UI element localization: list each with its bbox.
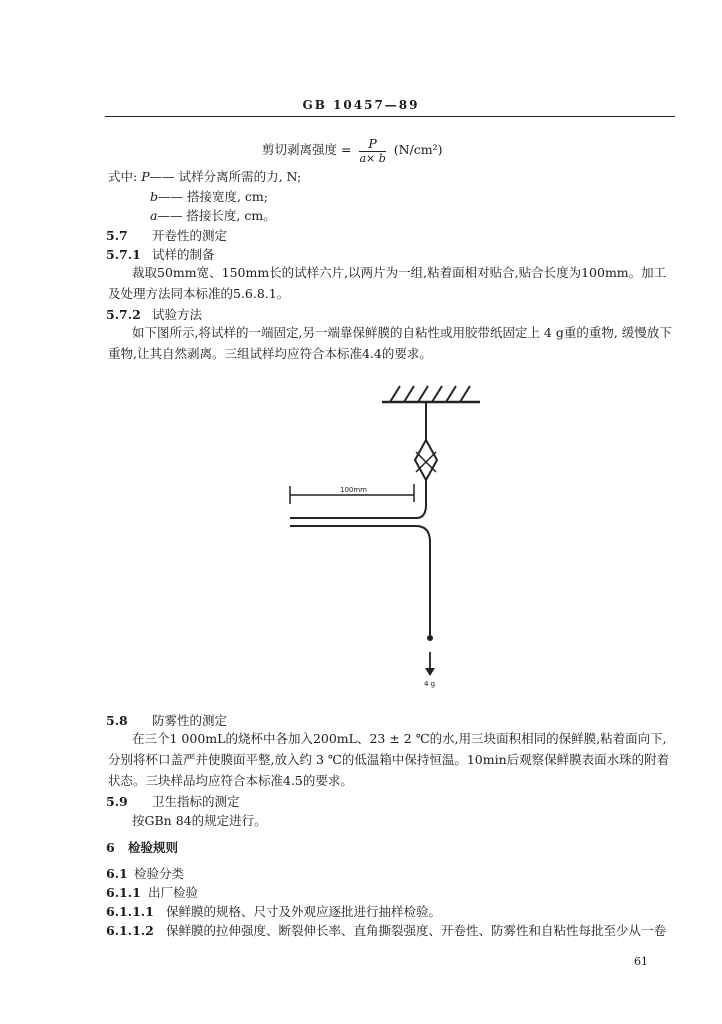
section-title: 检验分类 <box>134 866 185 881</box>
dimension-label: 100mm <box>340 486 367 494</box>
section-title: 开卷性的测定 <box>152 228 228 243</box>
section-number: 6.1.1.1 <box>106 904 154 919</box>
where-b-symbol: b <box>150 189 159 204</box>
section-title: 卫生指标的测定 <box>152 794 240 809</box>
where-p-symbol: P <box>141 169 150 184</box>
section-5-9-text: 按GBn 84的规定进行。 <box>132 813 267 828</box>
where-b-desc: —— 搭接宽度, cm; <box>158 189 269 204</box>
section-5-7-2-heading <box>106 305 202 323</box>
section-number: 5.9 <box>106 794 128 809</box>
section-5-8-heading <box>106 711 227 729</box>
section-number: 6.1 <box>106 866 128 881</box>
section-title: 试样的制备 <box>152 247 215 262</box>
formula-denominator: a× b <box>359 152 386 165</box>
section-6-1-1-2 <box>106 921 666 939</box>
section-5-8-text: 在三个1 000mL的烧杯中各加入200mL、23 ± 2 ℃的水,用三块面积相同的保鲜膜,粘着面向下,分别将杯口盖严并使膜面平整,放入约 3 ℃的低温箱中保持恒温。10min后观察保鲜膜表面水珠的附着状态。三块样品均应符合本标准4.5的要求。 <box>108 731 670 788</box>
section-6-1-heading <box>106 864 184 882</box>
where-a-symbol: a <box>150 208 158 223</box>
where-a-line <box>150 206 276 224</box>
section-number: 6 <box>106 840 115 855</box>
section-6-1-1-heading <box>106 883 198 901</box>
where-p-line <box>108 167 301 185</box>
section-5-7-2-text: 如下图所示,将试样的一端固定,另一端靠保鲜膜的自粘性或用胶带纸固定上 4 g重的重物, 缓慢放下重物,让其自然剥离。三组试样均应符合本标准4.4的要求。 <box>108 325 672 361</box>
section-text: 保鲜膜的拉伸强度、断裂伸长率、直角撕裂强度、开卷性、防雾性和自粘性每批至少从一卷 <box>166 923 667 938</box>
section-text: 保鲜膜的规格、尺寸及外观应逐批进行抽样检验。 <box>166 904 442 919</box>
where-b-line <box>150 187 268 205</box>
section-5-9-heading <box>106 792 240 810</box>
section-title: 出厂检验 <box>148 885 199 900</box>
formula-fraction <box>359 136 385 165</box>
fixed-ceiling-icon <box>382 386 480 402</box>
weight-label: 4 g <box>424 680 436 688</box>
lower-film-strip <box>290 526 430 635</box>
arrow-down-icon <box>425 652 435 676</box>
section-number: 5.7.2 <box>106 307 141 322</box>
section-5-7-1-heading <box>106 245 215 263</box>
formula <box>262 136 443 165</box>
section-title: 防雾性的测定 <box>152 713 228 728</box>
section-5-7-heading <box>106 226 227 244</box>
formula-unit: (N/cm²) <box>393 142 443 157</box>
standard-number-header: GB 10457—89 <box>302 98 420 112</box>
page-number: 61 <box>634 955 648 968</box>
section-number: 6.1.1.2 <box>106 923 154 938</box>
header-rule <box>105 116 675 117</box>
weight-hook-icon <box>427 635 433 641</box>
clamp-icon <box>415 440 437 480</box>
section-6-1-1-1 <box>106 902 441 920</box>
section-number: 5.8 <box>106 713 128 728</box>
where-prefix: 式中: <box>108 169 138 184</box>
section-title: 试验方法 <box>152 307 203 322</box>
section-5-7-1-text: 裁取50mm宽、150mm长的试样六片,以两片为一组,粘着面相对贴合,贴合长度为100mm。加工及处理方法同本标准的5.6.8.1。 <box>108 265 667 301</box>
where-a-desc: —— 搭接长度, cm。 <box>157 208 276 223</box>
where-p-desc: —— 试样分离所需的力, N; <box>149 169 302 184</box>
section-number: 5.7.1 <box>106 247 141 262</box>
section-title: 检验规则 <box>128 840 179 855</box>
unwinding-test-figure <box>270 380 500 690</box>
formula-lhs: 剪切剥离强度 = <box>262 142 352 157</box>
section-number: 6.1.1 <box>106 885 141 900</box>
section-6-heading <box>106 838 178 856</box>
section-number: 5.7 <box>106 228 128 243</box>
formula-numerator: P <box>359 136 385 152</box>
